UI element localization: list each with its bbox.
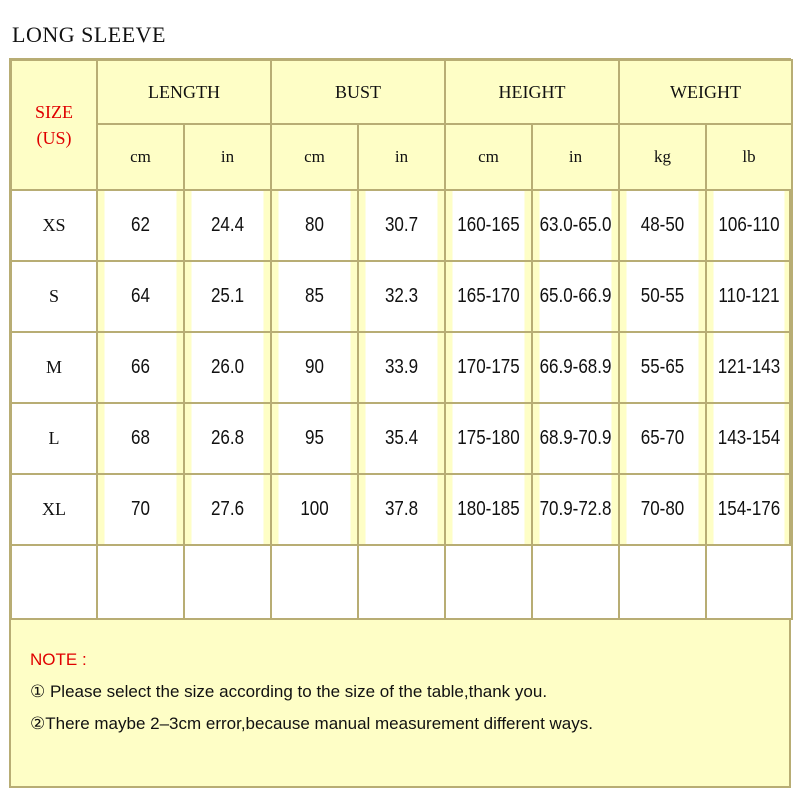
table-cell: 165-170 [452, 261, 526, 332]
empty-cell [358, 545, 445, 619]
table-cell: 35.4 [365, 403, 439, 474]
notes-section [30, 650, 593, 734]
table-cell: 68.9-70.9 [539, 403, 613, 474]
size-label-cell: XL [11, 474, 97, 545]
group-header-row [11, 60, 792, 124]
table-cell: 55-65 [626, 332, 700, 403]
empty-table-row [11, 545, 792, 619]
chart-title: LONG SLEEVE [12, 22, 166, 47]
table-cell: 175-180 [452, 403, 526, 474]
empty-cell [184, 545, 271, 619]
unit-header-cell: in [532, 124, 619, 190]
empty-cell [11, 545, 97, 619]
empty-cell [97, 545, 184, 619]
empty-cell [532, 545, 619, 619]
size-label-cell: S [11, 261, 97, 332]
table-cell: 25.1 [191, 261, 265, 332]
table-cell: 30.7 [365, 190, 439, 261]
table-cell: 154-176 [712, 474, 785, 545]
table-row [11, 403, 792, 474]
table-cell: 70-80 [626, 474, 700, 545]
table-cell: 90 [278, 332, 352, 403]
table-cell: 100 [278, 474, 352, 545]
empty-cell [619, 545, 706, 619]
group-header-length: LENGTH [97, 60, 271, 124]
empty-cell [271, 545, 358, 619]
table-cell: 66.9-68.9 [539, 332, 613, 403]
table-cell: 85 [278, 261, 352, 332]
table-row [11, 332, 792, 403]
table-cell: 80 [278, 190, 352, 261]
unit-header-cell: kg [619, 124, 706, 190]
note-label: NOTE : [30, 650, 87, 669]
size-table [10, 59, 793, 620]
size-label-cell: M [11, 332, 97, 403]
unit-header-cell: lb [706, 124, 792, 190]
table-cell: 70 [104, 474, 178, 545]
table-cell: 48-50 [626, 190, 700, 261]
size-header-label: SIZE [35, 102, 73, 122]
table-cell: 143-154 [712, 403, 785, 474]
table-cell: 24.4 [191, 190, 265, 261]
table-cell: 121-143 [712, 332, 785, 403]
table-cell: 32.3 [365, 261, 439, 332]
table-cell: 170-175 [452, 332, 526, 403]
size-label-cell: L [11, 403, 97, 474]
table-cell: 68 [104, 403, 178, 474]
table-cell: 37.8 [365, 474, 439, 545]
unit-header-cell: cm [271, 124, 358, 190]
table-cell: 95 [278, 403, 352, 474]
note-line-2: ②There maybe 2–3cm error,because manual measurement different ways. [30, 714, 593, 733]
table-cell: 160-165 [452, 190, 526, 261]
table-cell: 65-70 [626, 403, 700, 474]
table-row [11, 261, 792, 332]
empty-cell [445, 545, 532, 619]
group-header-bust: BUST [271, 60, 445, 124]
table-cell: 110-121 [712, 261, 785, 332]
group-header-weight: WEIGHT [619, 60, 792, 124]
table-row [11, 474, 792, 545]
table-cell: 62 [104, 190, 178, 261]
table-cell: 33.9 [365, 332, 439, 403]
table-cell: 26.8 [191, 403, 265, 474]
group-header-height: HEIGHT [445, 60, 619, 124]
table-row [11, 190, 792, 261]
unit-header-cell: in [358, 124, 445, 190]
table-cell: 180-185 [452, 474, 526, 545]
table-cell: 26.0 [191, 332, 265, 403]
unit-header-cell: cm [445, 124, 532, 190]
table-cell: 27.6 [191, 474, 265, 545]
table-cell: 66 [104, 332, 178, 403]
size-header-cell [11, 60, 97, 190]
table-cell: 64 [104, 261, 178, 332]
note-line-1: ① Please select the size according to the size of the table,thank you. [30, 682, 548, 701]
size-header-region: (US) [36, 128, 72, 148]
table-cell: 63.0-65.0 [539, 190, 613, 261]
table-cell: 106-110 [712, 190, 785, 261]
empty-cell [706, 545, 792, 619]
unit-header-cell: in [184, 124, 271, 190]
unit-header-cell: cm [97, 124, 184, 190]
size-label-cell: XS [11, 190, 97, 261]
table-cell: 70.9-72.8 [539, 474, 613, 545]
table-cell: 50-55 [626, 261, 700, 332]
unit-header-row [11, 124, 792, 190]
table-cell: 65.0-66.9 [539, 261, 613, 332]
